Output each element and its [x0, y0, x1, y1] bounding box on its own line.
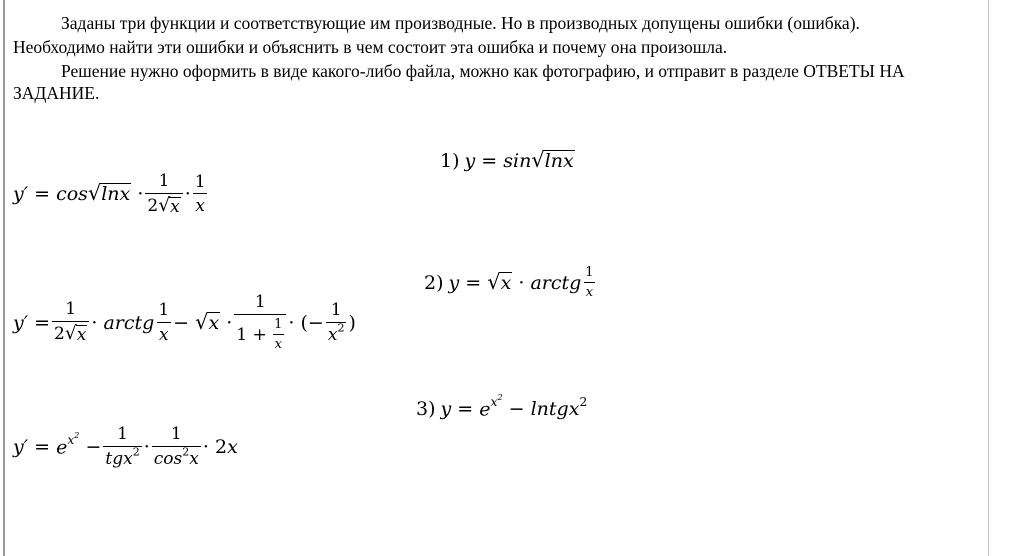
instruction-line-4: ЗАДАНИЕ. — [13, 83, 100, 103]
page-left-border — [3, 0, 5, 556]
task-3-derivative: y′ = $e^{x^2}$ − $\frac{1}{tgx^2}$ · $\frac{1}{\cos^2x}$ · 2x — [13, 424, 238, 469]
instruction-line-1: Заданы три функции и соответствующие им производные. Но в производных допущены ошибки (ошибка). — [61, 13, 860, 33]
instruction-line-2: Необходимо найти эти ошибки и объяснить в чем состоит эта ошибка и почему она произошла. — [13, 37, 728, 57]
task-2-derivative: y′ = 1 2 √ x · arctg $\frac{1}{x}$ − √ x · 1 1 + $\frac{1}{x}$ · (− $\frac{1}{x^2}$ ) — [13, 292, 356, 352]
task-3-number: 3) — [416, 398, 436, 421]
task-1-derivative: y′ = cos √ lnx · 1 2 √ x · $\frac{1}{x}$ — [13, 171, 206, 217]
task-3-function: 3) y = $e^{x^2}$ − lntgx$^2$ — [416, 393, 588, 421]
task-1-function: 1) y = sin √ lnx — [440, 148, 574, 173]
instruction-line-3: Решение нужно оформить в виде какого-либо файла, можно как фотографию, и отправит в разделе ОТВЕТЫ НА — [61, 61, 905, 81]
task-2-function: 2) y = √ x · arctg $\frac{1}{x}$ — [424, 265, 594, 301]
task-1-number: 1) — [440, 150, 460, 172]
task-2-number: 2) — [424, 272, 444, 295]
page-right-border — [988, 0, 989, 556]
